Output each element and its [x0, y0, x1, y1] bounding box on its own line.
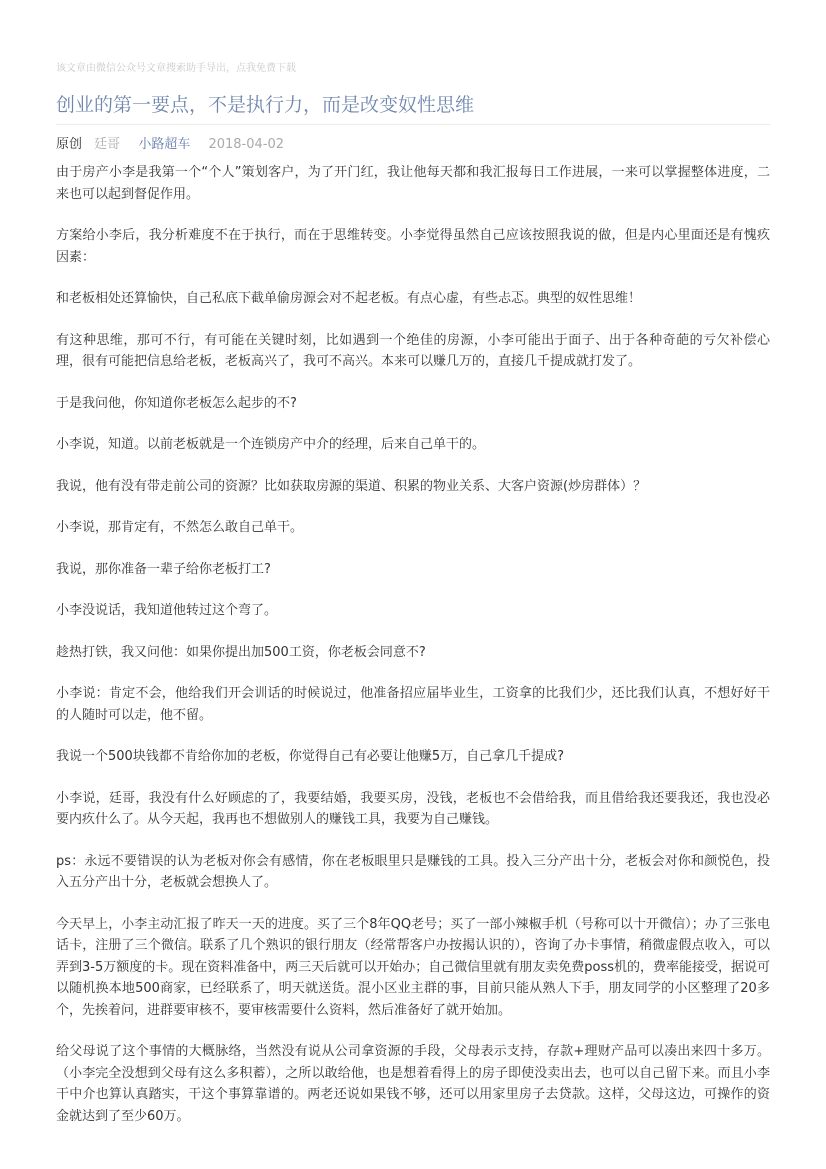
- paragraph: ps：永远不要错误的认为老板对你会有感情，你在老板眼里只是赚钱的工具。投入三分产出十分，老板会对你和颜悦色，投入五分产出十分，老板就会想换人了。: [56, 853, 770, 890]
- article-title: 创业的第一要点，不是执行力，而是改变奴性思维: [56, 92, 770, 125]
- article-meta: [56, 136, 770, 154]
- paragraph: 小李说，廷哥，我没有什么好顾虑的了，我要结婚，我要买房，没钱，老板也不会借给我，而且借给我还要我还，我也没必要内疚什么了。从今天起，我再也不想做别人的赚钱工具，我要为自己赚钱。: [56, 790, 770, 827]
- paragraph: 方案给小李后，我分析难度不在于执行，而在于思维转变。小李觉得虽然自己应该按照我说的做，但是内心里面还是有愧疚因素：: [56, 228, 770, 265]
- paragraph: 我说，他有没有带走前公司的资源？比如获取房源的渠道、积累的物业关系、大客户资源(炒房群体）？: [56, 478, 647, 494]
- original-label: 原创: [56, 137, 83, 152]
- paragraph: 于是我问他，你知道你老板怎么起步的不?: [56, 395, 297, 411]
- export-source-note[interactable]: 该文章由微信公众号文章搜索助手导出，点我免费下载: [56, 63, 296, 74]
- paragraph: 由于房产小李是我第一个“个人”策划客户，为了开门红，我让他每天都和我汇报每日工作进展，一来可以掌握整体进度，二来也可以起到督促作用。: [56, 165, 770, 202]
- paragraph: 小李说，那肯定有，不然怎么敢自己单干。: [56, 520, 304, 535]
- paragraph: 小李说：肯定不会，他给我们开会训话的时候说过，他准备招应届毕业生，工资拿的比我们少，还比我们认真，不想好好干的人随时可以走，他不留。: [56, 686, 770, 723]
- paragraph: 和老板相处还算愉快，自己私底下截单偷房源会对不起老板。有点心虚，有些忐忑。典型的奴性思维！: [56, 291, 642, 306]
- paragraph: 小李说，知道。以前老板就是一个连锁房产中介的经理，后来自己单干的。: [56, 437, 486, 452]
- paragraph: 我说一个500块钱都不肯给你加的老板，你觉得自己有必要让他赚5万，自己拿几千提成?: [56, 749, 564, 764]
- paragraph: 小李没说话，我知道他转过这个弯了。: [56, 603, 278, 618]
- account-link[interactable]: 小路超车: [138, 137, 191, 152]
- paragraph: 趁热打铁，我又问他：如果你提出加500工资，你老板会同意不?: [56, 644, 426, 660]
- paragraph: 有这种思维，那可不行，有可能在关键时刻，比如遇到一个绝佳的房源，小李可能出于面子、出于各种奇葩的亏欠补偿心理，很有可能把信息给老板，老板高兴了，我可不高兴。本来可以赚几万的，直接几千提成就打发了。: [56, 332, 770, 369]
- paragraph: 我说，那你准备一辈子给你老板打工?: [56, 561, 271, 577]
- paragraph: 给父母说了这个事情的大概脉络，当然没有说从公司拿资源的手段，父母表示支持，存款+理财产品可以凑出来四十多万。（小李完全没想到父母有这么多积蓄），之所以敢给他，也是想着看得上的房子即使没卖出去，也可以自己留下来。而且小李干中介也算认真踏实，干这个事算靠谱的。两老还说如果钱不够，还可以用家里房子去贷款。这样，父母这边，可操作的资金就达到了至少60万。: [56, 1044, 770, 1124]
- author-name: 廷哥: [94, 137, 121, 152]
- publish-date: 2018-04-02: [208, 137, 285, 152]
- article-body: [56, 162, 770, 1127]
- paragraph: 今天早上，小李主动汇报了昨天一天的进度。买了三个8年QQ老号；买了一部小辣椒手机（号称可以十开微信）；办了三张电话卡，注册了三个微信。联系了几个熟识的银行朋友（经常帮客户办按揭认识的），咨询了办卡事情，稍微虚假点收入，可以弄到3-5万额度的卡。现在资料准备中，两三天后就可以开始办；自己微信里就有朋友卖免费poss机的，费率能接受，据说可以随机换本地500商家，已经联系了，明天就送货。混小区业主群的事，目前只能从熟人下手，朋友同学的小区整理了20多个，先挨着问，进群要审核不，要审核需要什么资料，然后准备好了就开始加。: [56, 916, 770, 1018]
